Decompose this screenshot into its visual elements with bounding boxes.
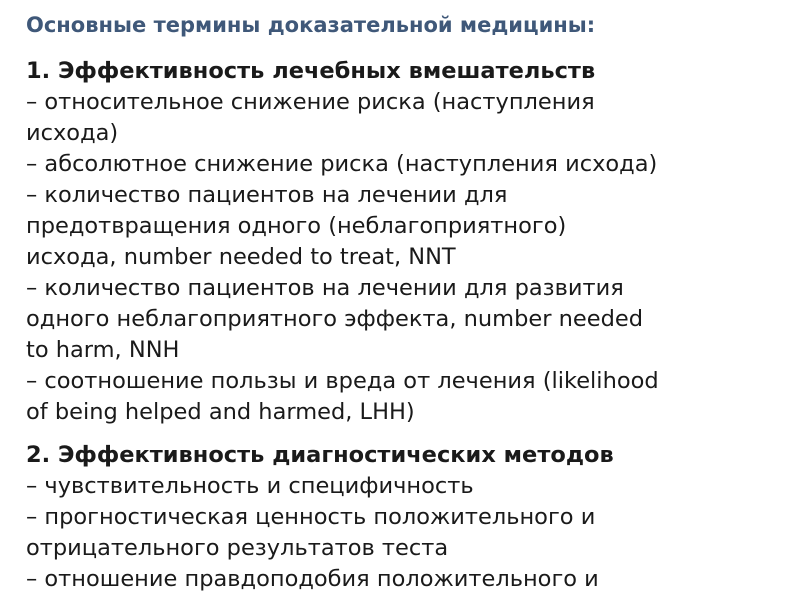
- text-line: – относительное снижение риска (наступления: [26, 89, 595, 115]
- slide-title: Основные термины доказательной медицины:: [26, 13, 596, 37]
- text-line: – абсолютное снижение риска (наступления исхода): [26, 151, 658, 177]
- text-line: исхода, number needed to treat, NNT: [26, 244, 456, 270]
- text-line: отрицательного результатов теста: [26, 535, 449, 561]
- text-line: – отношение правдоподобия положительного и: [26, 566, 599, 592]
- text-line: – количество пациентов на лечении для: [26, 182, 508, 208]
- slide-content: [26, 56, 786, 600]
- text-line: одного неблагоприятного эффекта, number needed: [26, 306, 643, 332]
- section-heading: 1. Эффективность лечебных вмешательств: [26, 58, 596, 84]
- text-line: – соотношение пользы и вреда от лечения (likelihood: [26, 368, 659, 394]
- text-line: – чувствительность и специфичность: [26, 473, 474, 499]
- text-line: to harm, NNH: [26, 337, 180, 363]
- section-diagnostic-efficacy: [26, 440, 786, 595]
- section-heading: 2. Эффективность диагностических методов: [26, 442, 614, 468]
- text-line: предотвращения одного (неблагоприятного): [26, 213, 567, 239]
- text-line: исхода): [26, 120, 119, 146]
- text-line: – количество пациентов на лечении для развития: [26, 275, 624, 301]
- section-therapeutic-efficacy: [26, 56, 786, 428]
- text-line: of being helped and harmed, LHH): [26, 399, 415, 425]
- text-line: – прогностическая ценность положительного и: [26, 504, 596, 530]
